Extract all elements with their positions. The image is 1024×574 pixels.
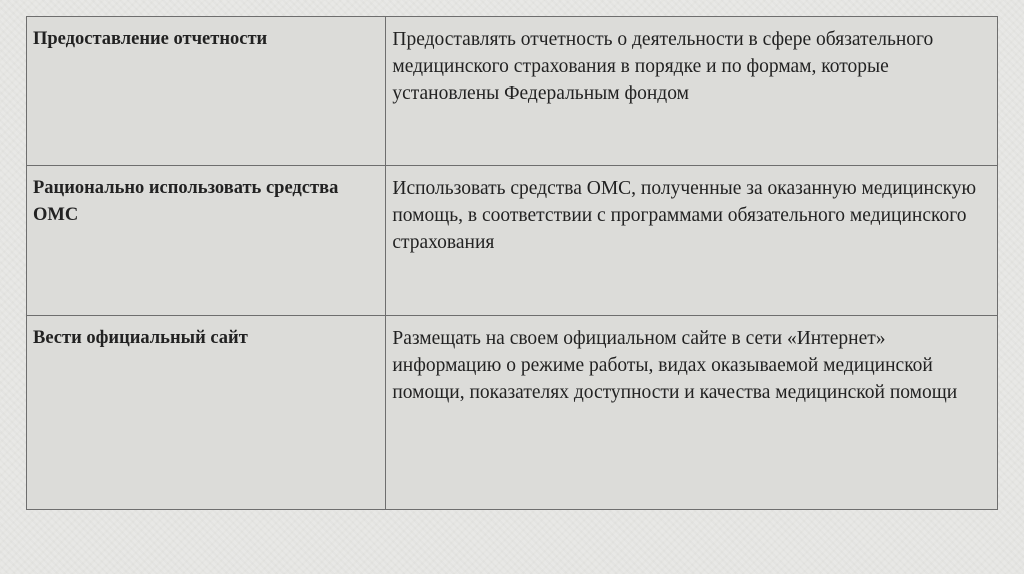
row-description: Предоставлять отчетность о деятельности в сфере обязательного медицинского страхования в порядке и по формам, которые установлены Федеральным фондом: [386, 17, 998, 166]
row-description: Размещать на своем официальном сайте в сети «Интернет» информацию о режиме работы, видах оказываемой медицинской помощи, показателях доступности и качества медицинской помощи: [386, 315, 998, 509]
row-term: Предоставление отчетности: [27, 17, 386, 166]
row-description: Использовать средства ОМС, полученные за оказанную медицинскую помощь, в соответствии с программами обязательного медицинского страхования: [386, 166, 998, 315]
row-term: Вести официальный сайт: [27, 315, 386, 509]
table-row: [27, 17, 998, 166]
row-term: Рационально использовать средства ОМС: [27, 166, 386, 315]
table-row: [27, 166, 998, 315]
obligations-table: [26, 16, 998, 510]
table-row: [27, 315, 998, 509]
